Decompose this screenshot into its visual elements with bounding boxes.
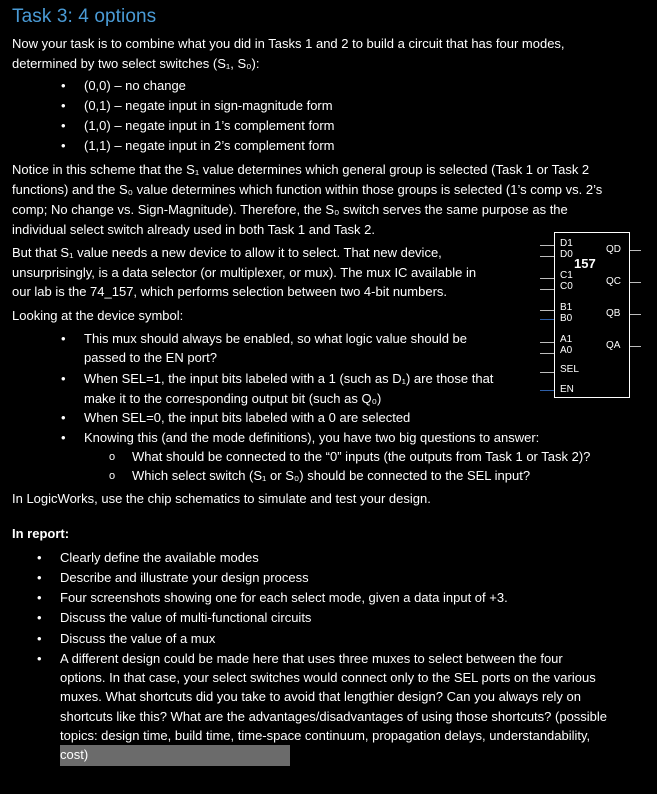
mode-item: (0,1) – negate input in sign-magnitude form	[84, 98, 333, 113]
pin-lead	[540, 310, 554, 311]
pin-label: QD	[606, 244, 621, 255]
sub-question: Which select switch (S₁ or S₀) should be connected to the SEL input?	[132, 468, 531, 483]
bullet: •	[37, 610, 42, 625]
pin-lead	[540, 256, 554, 257]
question-item: When SEL=1, the input bits labeled with a 1 (such as D₁) are those that	[84, 371, 494, 386]
logicworks-line: In LogicWorks, use the chip schematics to simulate and test your design.	[12, 491, 431, 506]
pin-label: C0	[560, 281, 573, 292]
bullet: •	[37, 550, 42, 565]
notice-line: Notice in this scheme that the S₁ value determines which general group is selected (Task 1 or Task 2	[12, 162, 590, 177]
bullet: •	[37, 631, 42, 646]
pin-label: A1	[560, 334, 573, 345]
pin-label: SEL	[560, 364, 579, 375]
bullet: •	[61, 331, 66, 346]
pin-label: EN	[560, 384, 574, 395]
pin-lead	[629, 282, 641, 283]
bullet: •	[61, 371, 66, 386]
looking-line: Looking at the device symbol:	[12, 308, 184, 323]
mux-line: But that S₁ value needs a new device to allow it to select. That new device,	[12, 245, 442, 260]
report-heading: In report:	[12, 526, 70, 541]
pin-lead	[540, 245, 554, 246]
report-item-cont: cost)	[60, 747, 89, 762]
pin-lead	[540, 342, 554, 343]
sub-bullet: o	[109, 470, 116, 482]
bullet: •	[37, 570, 42, 585]
pin-lead	[629, 314, 641, 315]
report-item: Describe and illustrate your design process	[60, 570, 309, 585]
report-item: Discuss the value of multi-functional circuits	[60, 610, 312, 625]
bullet: •	[37, 651, 42, 666]
sub-bullet: o	[109, 451, 116, 463]
report-item-cont: topics: design time, build time, time-space continuum, propagation delays, understandability,	[60, 728, 591, 743]
intro-line-2: determined by two select switches (S₁, S₀):	[12, 56, 260, 71]
mux-line: our lab is the 74_157, which performs selection between two 4-bit numbers.	[12, 284, 448, 299]
question-item: This mux should always be enabled, so what logic value should be	[84, 331, 468, 346]
report-item-cont: options. In that case, your select switches would connect only to the SEL ports on the various	[60, 670, 596, 685]
report-item: Discuss the value of a mux	[60, 631, 216, 646]
mode-item: (1,1) – negate input in 2’s complement form	[84, 138, 335, 153]
pin-label: B1	[560, 302, 573, 313]
mux-line: unsurprisingly, is a data selector (or multiplexer, or mux). The mux IC available in	[12, 265, 477, 280]
pin-label: D0	[560, 249, 573, 260]
pin-label: B0	[560, 313, 573, 324]
bullet: •	[61, 430, 66, 445]
question-item-cont: passed to the EN port?	[84, 350, 217, 365]
pin-lead	[540, 353, 554, 354]
report-item: A different design could be made here that uses three muxes to select between the four	[60, 651, 563, 666]
bullet: •	[61, 98, 66, 113]
notice-line: individual select switch already used in both Task 1 and Task 2.	[12, 222, 376, 237]
text-highlight	[60, 745, 290, 766]
pin-lead	[629, 250, 641, 251]
report-item-cont: muxes. What shortcuts did you take to avoid that lengthier design? Can you always rely on	[60, 689, 582, 704]
intro-line-1: Now your task is to combine what you did in Tasks 1 and 2 to build a circuit that has four modes,	[12, 36, 565, 51]
pin-lead	[629, 346, 641, 347]
bullet: •	[61, 138, 66, 153]
mode-item: (0,0) – no change	[84, 78, 186, 93]
pin-lead	[540, 289, 554, 290]
sub-question: What should be connected to the “0” inputs (the outputs from Task 1 or Task 2)?	[132, 449, 591, 464]
pin-lead	[540, 390, 554, 391]
pin-label: C1	[560, 270, 573, 281]
mode-item: (1,0) – negate input in 1’s complement form	[84, 118, 335, 133]
report-item: Clearly define the available modes	[60, 550, 259, 565]
pin-label: D1	[560, 238, 573, 249]
pin-lead	[540, 278, 554, 279]
pin-label: A0	[560, 345, 573, 356]
report-item: Four screenshots showing one for each select mode, given a data input of +3.	[60, 590, 508, 605]
pin-label: QC	[606, 276, 621, 287]
bullet: •	[61, 118, 66, 133]
notice-line: comp; No change vs. Sign-Magnitude). Therefore, the S₀ switch serves the same purpose as the	[12, 202, 568, 217]
notice-line: functions) and the S₀ value determines which function within those groups is selected (1’s comp vs. 2’s	[12, 182, 603, 197]
question-item: When SEL=0, the input bits labeled with a 0 are selected	[84, 410, 411, 425]
question-item: Knowing this (and the mode definitions), you have two big questions to answer:	[84, 430, 540, 445]
report-item-cont: shortcuts like this? What are the advantages/disadvantages of using those shortcuts? (possible	[60, 709, 608, 724]
pin-label: QB	[606, 308, 621, 319]
pin-lead	[540, 372, 554, 373]
chip-name: 157	[574, 256, 596, 271]
question-item-cont: make it to the corresponding output bit (such as Q₀)	[84, 391, 382, 406]
bullet: •	[61, 78, 66, 93]
page-title: Task 3: 4 options	[12, 6, 157, 27]
bullet: •	[37, 590, 42, 605]
pin-lead	[540, 319, 554, 320]
pin-label: QA	[606, 340, 621, 351]
bullet: •	[61, 410, 66, 425]
